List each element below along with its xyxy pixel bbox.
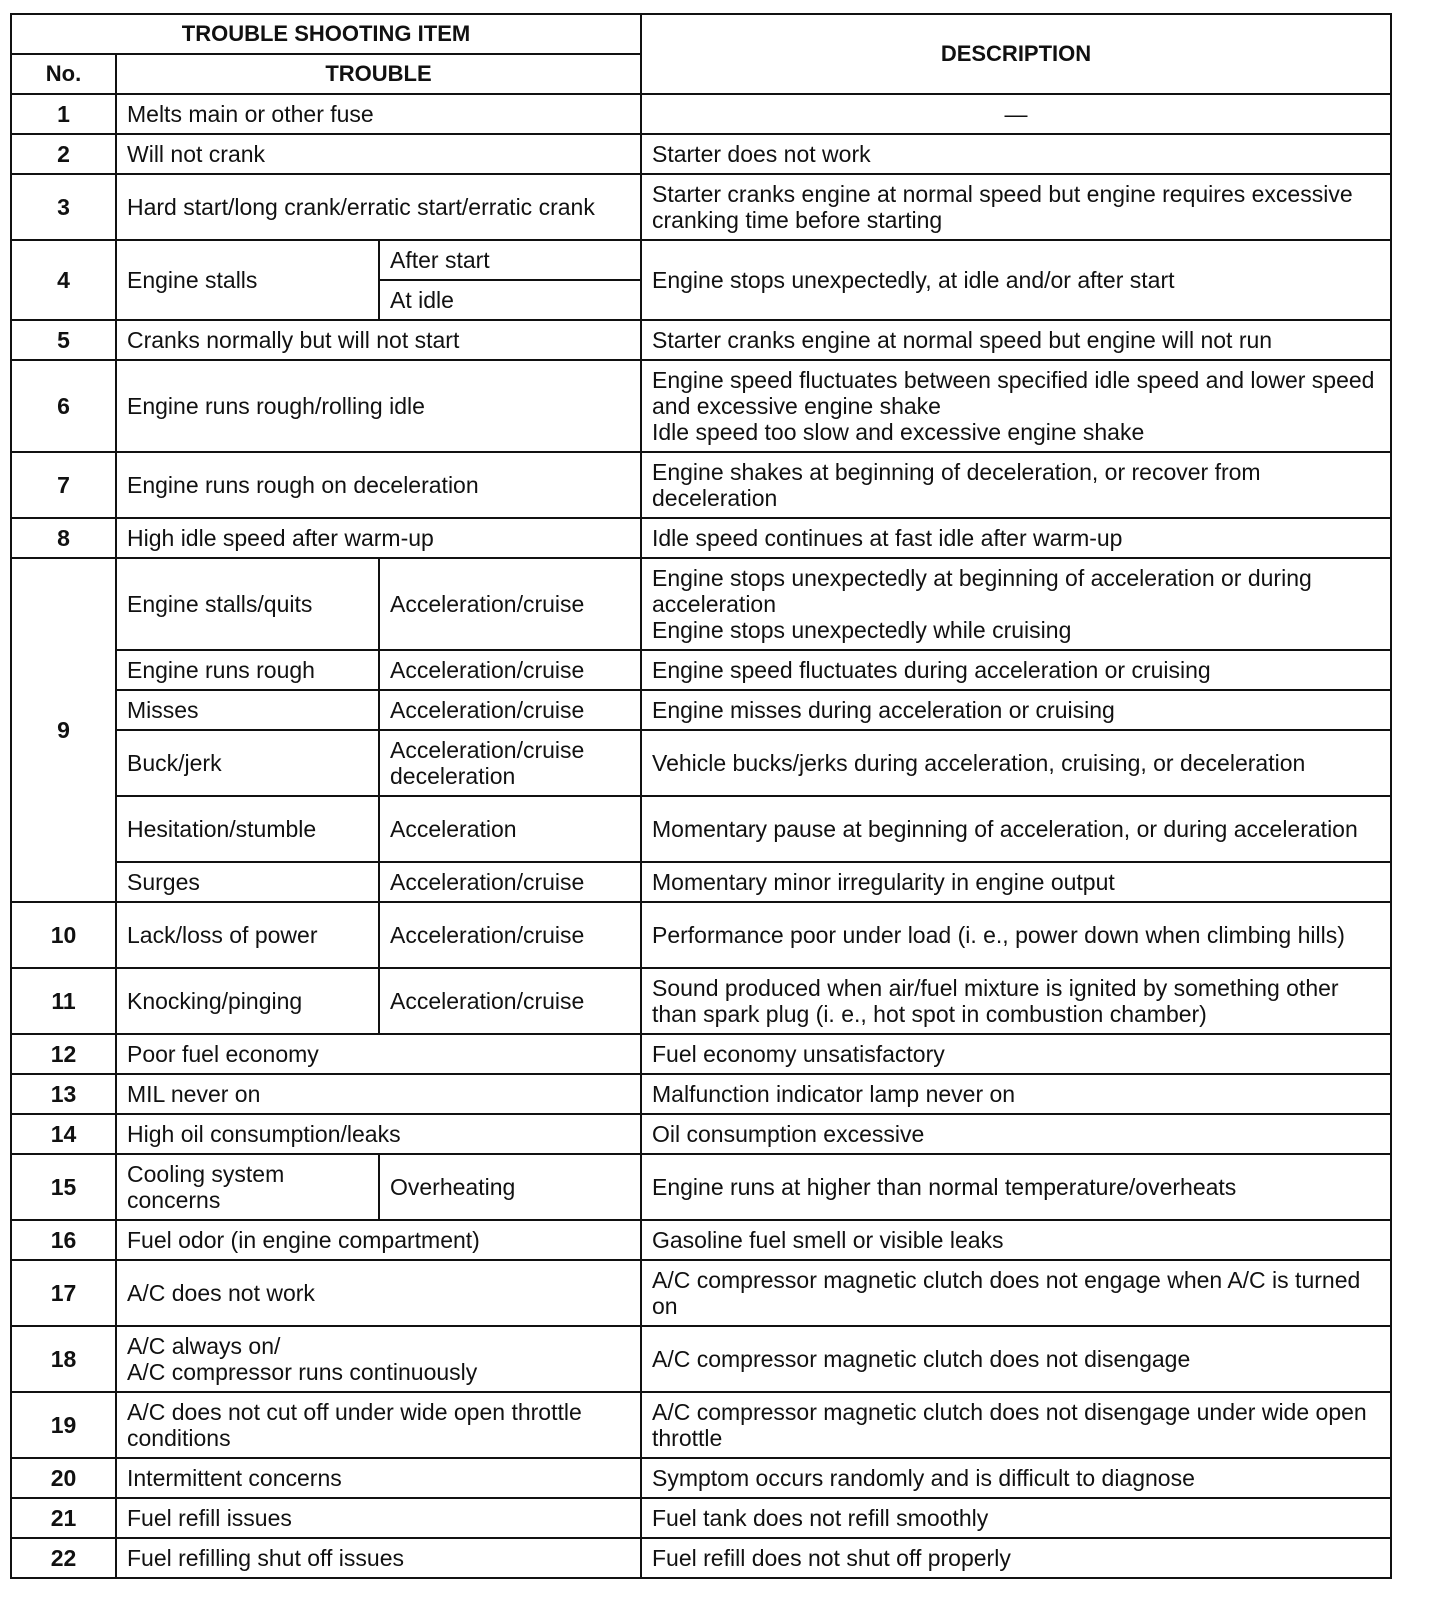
trouble-cell: Engine stalls (116, 240, 379, 320)
description-cell: A/C compressor magnetic clutch does not disengage under wide open throttle (641, 1392, 1391, 1458)
row-number: 21 (11, 1498, 116, 1538)
trouble-cell: A/C does not cut off under wide open throttle conditions (116, 1392, 641, 1458)
trouble-cell: Melts main or other fuse (116, 94, 641, 134)
table-row (11, 1260, 1391, 1326)
description-cell: Engine runs at higher than normal temperature/overheats (641, 1154, 1391, 1220)
row-number: 2 (11, 134, 116, 174)
trouble-cell: Surges (116, 862, 379, 902)
table-row (11, 1458, 1391, 1498)
table-row (11, 690, 1391, 730)
trouble-cell: Hesitation/stumble (116, 796, 379, 862)
row-number: 19 (11, 1392, 116, 1458)
table-row (11, 174, 1391, 240)
description-cell: Engine speed fluctuates during acceleration or cruising (641, 650, 1391, 690)
table-row (11, 558, 1391, 650)
condition-cell: At idle (379, 280, 641, 320)
description-cell: Momentary pause at beginning of acceleration, or during acceleration (641, 796, 1391, 862)
condition-cell: Acceleration/cruise (379, 902, 641, 968)
row-number: 6 (11, 360, 116, 452)
row-number: 18 (11, 1326, 116, 1392)
condition-cell: Acceleration/cruise (379, 650, 641, 690)
row-number: 16 (11, 1220, 116, 1260)
trouble-cell: Cooling system concerns (116, 1154, 379, 1220)
condition-cell: Acceleration (379, 796, 641, 862)
trouble-cell: Hard start/long crank/erratic start/erratic crank (116, 174, 641, 240)
trouble-cell: Engine runs rough/rolling idle (116, 360, 641, 452)
row-number: 1 (11, 94, 116, 134)
description-cell: Sound produced when air/fuel mixture is ignited by something other than spark plug (i. e., hot spot in combustion chamber) (641, 968, 1391, 1034)
table-row (11, 650, 1391, 690)
trouble-cell: Will not crank (116, 134, 641, 174)
description-cell: Symptom occurs randomly and is difficult to diagnose (641, 1458, 1391, 1498)
row-number: 17 (11, 1260, 116, 1326)
table-row (11, 240, 1391, 280)
table-row (11, 968, 1391, 1034)
description-cell: Engine stops unexpectedly at beginning of acceleration or during acceleration Engine stops unexpectedly while cruising (641, 558, 1391, 650)
table-row (11, 94, 1391, 134)
condition-cell: After start (379, 240, 641, 280)
description-cell: Fuel tank does not refill smoothly (641, 1498, 1391, 1538)
row-number: 12 (11, 1034, 116, 1074)
header-description: DESCRIPTION (641, 14, 1391, 94)
description-cell: A/C compressor magnetic clutch does not engage when A/C is turned on (641, 1260, 1391, 1326)
condition-cell: Acceleration/cruise (379, 558, 641, 650)
row-number: 8 (11, 518, 116, 558)
trouble-shooting-table (10, 13, 1392, 1579)
condition-cell: Acceleration/cruise deceleration (379, 730, 641, 796)
table-row (11, 1326, 1391, 1392)
description-cell: Engine speed fluctuates between specified idle speed and lower speed and excessive engine shake Idle speed too slow and excessive engine shake (641, 360, 1391, 452)
table-row (11, 1220, 1391, 1260)
condition-cell: Acceleration/cruise (379, 968, 641, 1034)
description-cell: Starter cranks engine at normal speed but engine will not run (641, 320, 1391, 360)
description-cell: Fuel refill does not shut off properly (641, 1538, 1391, 1578)
trouble-cell: MIL never on (116, 1074, 641, 1114)
table-row (11, 452, 1391, 518)
trouble-cell: Lack/loss of power (116, 902, 379, 968)
trouble-cell: A/C always on/ A/C compressor runs continuously (116, 1326, 641, 1392)
table-row (11, 796, 1391, 862)
row-number: 14 (11, 1114, 116, 1154)
description-cell: Oil consumption excessive (641, 1114, 1391, 1154)
description-cell: Engine stops unexpectedly, at idle and/or after start (641, 240, 1391, 320)
trouble-cell: Knocking/pinging (116, 968, 379, 1034)
description-cell: Vehicle bucks/jerks during acceleration, cruising, or deceleration (641, 730, 1391, 796)
table-row (11, 320, 1391, 360)
description-cell: Gasoline fuel smell or visible leaks (641, 1220, 1391, 1260)
table-row (11, 360, 1391, 452)
description-cell: Engine shakes at beginning of deceleration, or recover from deceleration (641, 452, 1391, 518)
table-row (11, 1074, 1391, 1114)
description-cell: A/C compressor magnetic clutch does not disengage (641, 1326, 1391, 1392)
table-row (11, 1114, 1391, 1154)
description-cell: — (641, 94, 1391, 134)
row-number: 5 (11, 320, 116, 360)
table-row (11, 1154, 1391, 1220)
table-row (11, 862, 1391, 902)
trouble-cell: Misses (116, 690, 379, 730)
trouble-cell: A/C does not work (116, 1260, 641, 1326)
description-cell: Malfunction indicator lamp never on (641, 1074, 1391, 1114)
table-row (11, 518, 1391, 558)
table-row (11, 1498, 1391, 1538)
description-cell: Starter does not work (641, 134, 1391, 174)
row-number: 3 (11, 174, 116, 240)
row-number: 4 (11, 240, 116, 320)
trouble-cell: Buck/jerk (116, 730, 379, 796)
trouble-cell: High oil consumption/leaks (116, 1114, 641, 1154)
table-row (11, 902, 1391, 968)
row-number: 7 (11, 452, 116, 518)
description-cell: Starter cranks engine at normal speed but engine requires excessive cranking time before starting (641, 174, 1391, 240)
condition-cell: Acceleration/cruise (379, 690, 641, 730)
row-number: 15 (11, 1154, 116, 1220)
table-row (11, 1034, 1391, 1074)
row-number: 9 (11, 558, 116, 902)
description-cell: Engine misses during acceleration or cruising (641, 690, 1391, 730)
trouble-cell: Fuel refilling shut off issues (116, 1538, 641, 1578)
trouble-cell: Intermittent concerns (116, 1458, 641, 1498)
row-number: 20 (11, 1458, 116, 1498)
table-row (11, 730, 1391, 796)
trouble-cell: Engine runs rough (116, 650, 379, 690)
header-no: No. (11, 54, 116, 94)
description-cell: Fuel economy unsatisfactory (641, 1034, 1391, 1074)
row-number: 10 (11, 902, 116, 968)
trouble-cell: Engine runs rough on deceleration (116, 452, 641, 518)
trouble-cell: Fuel odor (in engine compartment) (116, 1220, 641, 1260)
table-row (11, 1392, 1391, 1458)
trouble-cell: Poor fuel economy (116, 1034, 641, 1074)
condition-cell: Overheating (379, 1154, 641, 1220)
description-cell: Momentary minor irregularity in engine output (641, 862, 1391, 902)
table-row (11, 134, 1391, 174)
header-trouble-shooting-item: TROUBLE SHOOTING ITEM (11, 14, 641, 54)
condition-cell: Acceleration/cruise (379, 862, 641, 902)
row-number: 22 (11, 1538, 116, 1578)
trouble-cell: High idle speed after warm-up (116, 518, 641, 558)
row-number: 11 (11, 968, 116, 1034)
row-number: 13 (11, 1074, 116, 1114)
trouble-cell: Cranks normally but will not start (116, 320, 641, 360)
description-cell: Performance poor under load (i. e., power down when climbing hills) (641, 902, 1391, 968)
trouble-cell: Engine stalls/quits (116, 558, 379, 650)
header-trouble: TROUBLE (116, 54, 641, 94)
trouble-cell: Fuel refill issues (116, 1498, 641, 1538)
table-row (11, 1538, 1391, 1578)
description-cell: Idle speed continues at fast idle after warm-up (641, 518, 1391, 558)
